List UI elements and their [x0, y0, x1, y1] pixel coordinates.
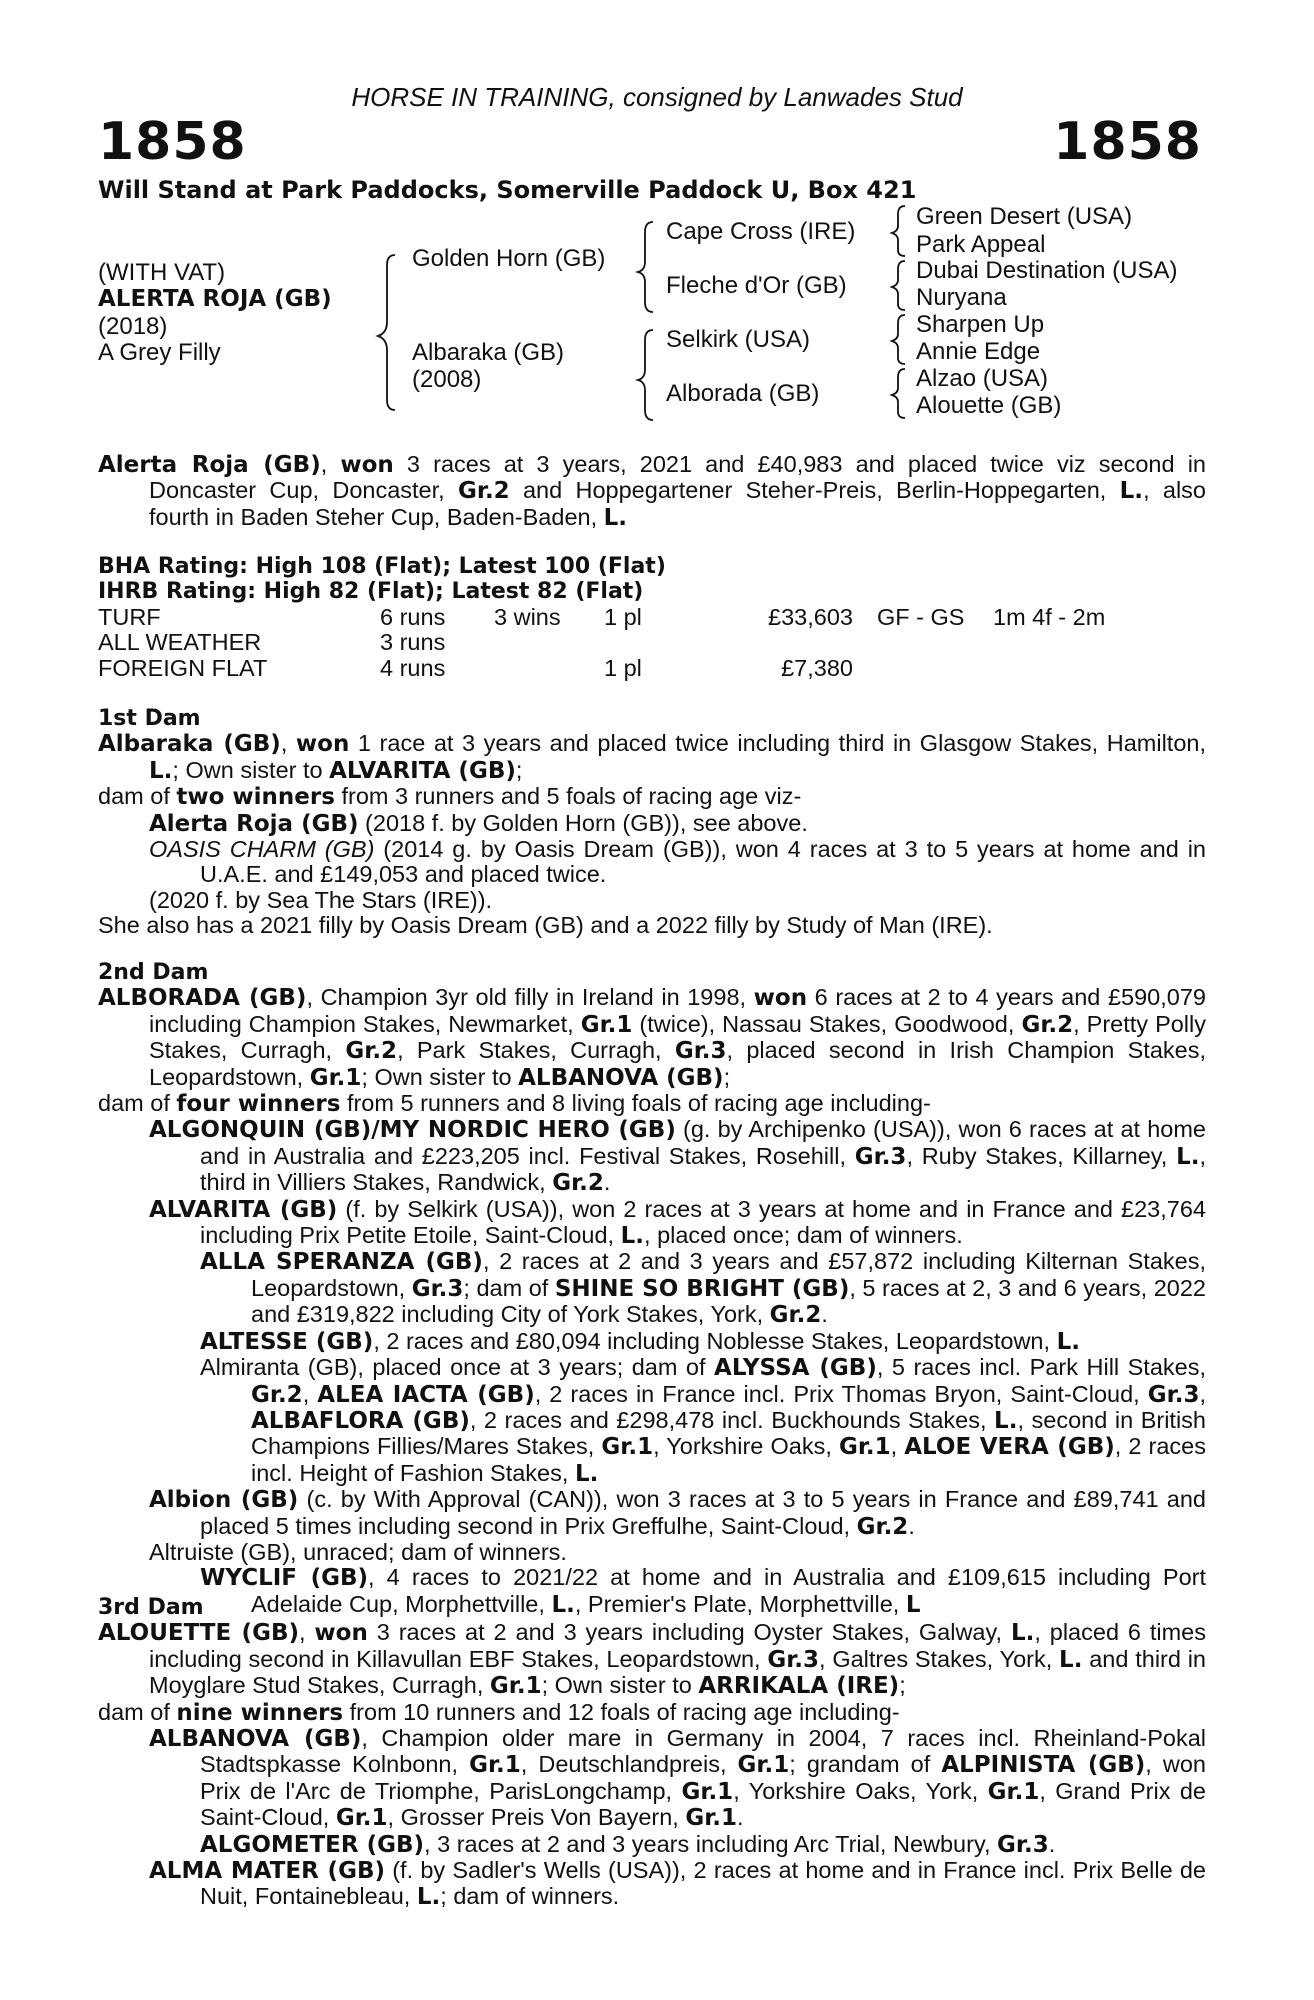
entry-text: , third in Villiers Stakes, Randwick,	[200, 1142, 1206, 1196]
grade-label: Gr.2	[552, 1170, 604, 1197]
foal-name: ALYSSA (GB)	[714, 1355, 877, 1382]
foal-name: ALEA IACTA (GB)	[317, 1381, 535, 1408]
grade-label: Gr.2	[251, 1381, 303, 1408]
entry-text: , placed 6 times including second in Killavullan EBF Stakes, Leopardstown,	[149, 1619, 1206, 1672]
cell-runs: 3 runs	[380, 629, 446, 656]
entry-text: ,	[299, 1619, 315, 1646]
dam-of-line	[98, 1091, 1206, 1117]
listed-label: L.	[1059, 1646, 1083, 1673]
won-label: won	[753, 985, 808, 1012]
consignment-header: HORSE IN TRAINING, consigned by Lanwades Stud	[351, 82, 963, 112]
entry-text: , 2 races and £80,094 including Noblesse Stakes, Leopardstown,	[373, 1327, 1057, 1354]
foal-entry	[98, 1726, 1206, 1832]
grade-label: Gr.1	[580, 1011, 633, 1038]
pedigree-braces	[0, 0, 1314, 440]
grade-label: Gr.2	[769, 1302, 822, 1329]
grade-label: Gr.2	[458, 478, 510, 505]
cell-wins: 3 wins	[494, 603, 561, 630]
foal-entry	[98, 1487, 1206, 1540]
table-row	[98, 630, 1105, 655]
second-dam-section	[98, 960, 1206, 1618]
grade-label: Gr.3	[767, 1646, 820, 1673]
grade-label: Gr.1	[987, 1778, 1040, 1805]
entry-text: , 3 races at 2 and 3 years including Arc Trial, Newbury,	[424, 1830, 998, 1857]
winners-count: nine winners	[176, 1699, 344, 1726]
grade-label: Gr.3	[1147, 1381, 1200, 1408]
grade-label: Gr.3	[997, 1831, 1049, 1858]
entry-text: ;	[723, 1063, 731, 1090]
entry-text: dam of	[98, 783, 177, 810]
entry-text: , 5 races incl. Park Hill Stakes,	[876, 1354, 1206, 1381]
entry-text: ,	[1199, 1380, 1206, 1407]
entry-text: , Grand Prix de Saint-Cloud,	[200, 1777, 1207, 1831]
listed-label: L	[905, 1591, 921, 1618]
foal-name: Alerta Roja (GB)	[149, 810, 359, 837]
entry-text: , second in British Champions Fillies/Mares Stakes,	[251, 1406, 1206, 1460]
foal-entry	[98, 1355, 1206, 1487]
entry-text: 3 races at 2 and 3 years including Oyster Stakes, Galway,	[367, 1619, 1011, 1646]
listed-label: L.	[603, 504, 628, 531]
entry-text: , Ruby Stakes, Killarney,	[906, 1142, 1177, 1169]
grade-label: Gr.1	[681, 1778, 734, 1805]
entry-text: , 5 races at 2, 3 and 6 years, 2022 and £319,822 including City of York Stakes, York,	[251, 1274, 1207, 1328]
race-record-table	[98, 605, 1105, 681]
entry-text: Almiranta (GB), placed once at 3 years; dam of	[200, 1354, 715, 1381]
won-label: won	[295, 731, 350, 758]
ratings-block	[98, 554, 1206, 681]
foal-name: OASIS CHARM (GB)	[149, 836, 375, 863]
ancestor-3: Dubai Destination (USA)	[916, 257, 1178, 284]
dam-of-line	[98, 1700, 1206, 1726]
entry-text: (c. by With Approval (CAN)), won 3 races at 3 to 5 years in France and £89,741 and placed 5 times including second in Prix Greffulhe, Saint-Cloud,	[200, 1486, 1206, 1539]
cell-going	[877, 630, 993, 655]
summary-text-2: and Hoppegartener Steher-Preis, Berlin-Hoppegarten,	[509, 477, 1120, 504]
third-dam-heading: 3rd Dam	[98, 1595, 204, 1620]
race-summary	[98, 452, 1206, 531]
grade-label: Gr.1	[489, 1673, 542, 1700]
grade-label: Gr.1	[335, 1805, 388, 1832]
foal-entry: (2020 f. by Sea The Stars (IRE)).	[149, 886, 493, 913]
entry-text: , Champion 3yr old filly in Ireland in 1998,	[306, 984, 754, 1011]
foal-entry	[98, 1249, 1206, 1328]
horse-name: ALERTA ROJA (GB)	[98, 286, 332, 312]
entry-text: , 2 races and £298,478 incl. Buckhounds Stakes,	[469, 1406, 995, 1433]
first-dam-entry: Albaraka (GB), won 1 race at 3 years and placed twice including third in Glasgow Stakes, Hamilton, L.; Own sister to ALVARITA (GB);	[98, 730, 1206, 784]
entry-text: , placed once; dam of winners.	[644, 1222, 963, 1249]
grade-label: Gr.1	[601, 1434, 654, 1461]
entry-text: , Premier's Plate, Morphettville,	[574, 1590, 906, 1617]
brace-sire	[638, 222, 653, 312]
listed-label: L.	[551, 1591, 575, 1618]
entry-text: 6 races at 2 to 4 years and £590,079 including Champion Stakes, Newmarket,	[149, 984, 1206, 1037]
entry-text: ; Own sister to	[541, 1672, 699, 1699]
foal-name: ALPINISTA (GB)	[941, 1752, 1146, 1779]
grade-label: Gr.2	[345, 1038, 398, 1065]
brace-g2	[892, 261, 905, 310]
dam-name: ALOUETTE (GB)	[98, 1620, 299, 1647]
foal-name: ALGOMETER (GB)	[200, 1831, 425, 1858]
summary-paragraph: Alerta Roja (GB), won 3 races at 3 years, 2021 and £40,983 and placed twice viz second in Doncaster Cup, Doncaster, Gr.2 and Hoppegartener Steher-Preis, Berlin-Hoppegarten, L., also fourth in Baden Steher Cup, Baden-Baden, L.	[98, 451, 1207, 531]
winners-count: two winners	[176, 784, 335, 811]
ancestor-1: Green Desert (USA)	[916, 203, 1133, 230]
foal-entry	[98, 1329, 1206, 1355]
grade-label: Gr.3	[411, 1275, 464, 1302]
foal-entry	[98, 837, 1206, 888]
lot-number-right: 1858	[1053, 112, 1202, 172]
entry-text: , 2 races at 2 and 3 years and £57,872 including Kilternan Stakes, Leopardstown,	[251, 1248, 1206, 1301]
cell-prize	[719, 630, 877, 655]
ancestor-2: Park Appeal	[916, 231, 1046, 258]
foal-entry	[98, 1858, 1206, 1911]
entry-text: (g. by Archipenko (USA)), won 6 races at at home and in Australia and £223,205 incl. Festival Stakes, Rosehill,	[200, 1116, 1206, 1169]
entry-text: dam of	[98, 1090, 177, 1117]
entry-text: .	[908, 1512, 915, 1539]
entry-text: , Grosser Preis Von Bayern,	[387, 1804, 686, 1831]
dam-name: Albaraka (GB)	[98, 731, 281, 758]
ancestor-8: Alouette (GB)	[916, 392, 1062, 419]
first-dam-heading: 1st Dam	[98, 706, 201, 731]
entry-text: , Galtres Stakes, York,	[819, 1645, 1060, 1672]
table-row	[98, 656, 1105, 681]
entry-text: , Yorkshire Oaks, York,	[733, 1777, 988, 1804]
entry-text: .	[1048, 1830, 1056, 1857]
third-dam-entry	[98, 1620, 1206, 1699]
foal-entry	[98, 1197, 1206, 1250]
won-label: won	[340, 452, 394, 478]
listed-label: L.	[416, 1884, 441, 1911]
entry-text: ;	[899, 1672, 906, 1699]
grade-label: Gr.3	[674, 1038, 727, 1065]
entry-text: ,	[890, 1433, 905, 1460]
ihrb-rating: IHRB Rating: High 82 (Flat); Latest 82 (Flat)	[98, 579, 644, 605]
also-line: She also has a 2021 filly by Oasis Dream (GB) and a 2022 filly by Study of Man (IRE).	[98, 912, 993, 939]
foal-name: SHINE SO BRIGHT (GB)	[554, 1275, 850, 1302]
foal-name: ALGONQUIN (GB)/MY NORDIC HERO (GB)	[149, 1117, 676, 1144]
listed-label: L.	[994, 1407, 1018, 1434]
entry-text: ; dam of winners.	[440, 1883, 620, 1910]
cell-type: FOREIGN FLAT	[98, 654, 268, 681]
summary-text-1: 3 races at 3 years, 2021 and £40,983 and placed twice viz second in Doncaster Cup, Doncaster,	[149, 451, 1206, 504]
entry-text: , won Prix de l'Arc de Triomphe, ParisLongchamp,	[200, 1751, 1206, 1804]
foal-name: ALMA MATER (GB)	[149, 1858, 385, 1885]
grade-label: Gr.2	[1021, 1011, 1074, 1038]
entry-text: dam of	[98, 1698, 177, 1725]
cell-distance	[993, 656, 1105, 681]
grade-label: Gr.1	[469, 1752, 521, 1779]
brace-g3	[892, 315, 905, 364]
foal-name: ALVARITA (GB)	[149, 1196, 338, 1223]
entry-text: , 4 races to 2021/22 at home and in Australia and £109,615 including Port Adelaide Cup, Morphettville,	[251, 1564, 1207, 1617]
entry-text: , 2 races in France incl. Prix Thomas Bryon, Saint-Cloud,	[534, 1380, 1148, 1407]
entry-text: from 3 runners and 5 foals of racing age viz-	[334, 783, 802, 810]
ancestor-4: Nuryana	[916, 284, 1007, 311]
brace-dam	[638, 330, 653, 420]
ancestor-6: Annie Edge	[916, 338, 1041, 365]
foal-entry	[98, 1832, 1206, 1858]
table-row	[98, 605, 1105, 630]
cell-prize: £33,603	[768, 603, 853, 630]
foal-name: ALBAFLORA (GB)	[251, 1407, 470, 1434]
horse-description: A Grey Filly	[98, 339, 221, 366]
cell-going	[877, 656, 993, 681]
foal-name: ALOE VERA (GB)	[904, 1434, 1115, 1461]
lot-number-left: 1858	[98, 112, 247, 172]
entry-text: ; Own sister to	[172, 756, 330, 783]
brace-g1	[892, 206, 905, 256]
entry-text: (2018 f. by Golden Horn (GB)), see above.	[358, 809, 808, 836]
foal-name: Albion (GB)	[149, 1487, 299, 1514]
entry-text: and third in Moyglare Stud Stakes, Curragh,	[149, 1645, 1207, 1699]
second-dam-heading: 2nd Dam	[98, 960, 209, 985]
foaling-year: (2018)	[98, 313, 168, 340]
entry-text: from 5 runners and 8 living foals of racing age including-	[340, 1090, 931, 1117]
entry-text: from 10 runners and 12 foals of racing age including-	[343, 1698, 900, 1725]
sister-name: ALBANOVA (GB)	[518, 1064, 724, 1091]
bha-rating: BHA Rating: High 108 (Flat); Latest 100 (Flat)	[98, 554, 666, 579]
dam-year: (2008)	[412, 366, 482, 393]
sire: Golden Horn (GB)	[412, 245, 606, 272]
third-dam-section	[98, 1595, 1206, 1911]
entry-text: , 2 races incl. Height of Fashion Stakes,	[251, 1433, 1206, 1486]
grade-label: Gr.2	[856, 1513, 909, 1540]
second-dam-entry	[98, 985, 1206, 1091]
cell-distance	[993, 630, 1105, 655]
dam: Albaraka (GB)	[412, 339, 565, 366]
won-label: won	[314, 1620, 368, 1647]
vat-label: (WITH VAT)	[98, 259, 226, 286]
entry-text: ,	[302, 1380, 318, 1407]
summary-horse-name: Alerta Roja (GB)	[98, 452, 321, 478]
listed-label: L.	[1176, 1143, 1200, 1170]
listed-label: L.	[574, 1460, 599, 1487]
entry-text: , placed second in Irish Champion Stakes, Leopardstown,	[149, 1037, 1206, 1090]
grade-label: Gr.1	[685, 1805, 738, 1832]
entry-text: , Yorkshire Oaks,	[653, 1433, 839, 1460]
entry-text: (f. by Sadler's Wells (USA)), 2 races at home and in France incl. Prix Belle de Nuit, Fontainebleau,	[200, 1857, 1207, 1910]
entry-text: (twice), Nassau Stakes, Goodwood,	[632, 1010, 1022, 1037]
sister-name: ALVARITA (GB)	[329, 757, 516, 784]
cell-runs: 4 runs	[380, 654, 446, 681]
cell-type: ALL WEATHER	[98, 629, 262, 656]
grade-label: Gr.3	[854, 1143, 907, 1170]
entry-text: 1 race at 3 years and placed twice including third in Glasgow Stakes, Hamilton,	[349, 730, 1206, 757]
grade-label: Gr.1	[838, 1434, 891, 1461]
summary-text-3: , also fourth in Baden Steher Cup, Baden-Baden,	[149, 477, 1207, 530]
entry-text: ; Own sister to	[361, 1063, 519, 1090]
dam-dam: Alborada (GB)	[666, 380, 820, 407]
dam-of-line	[98, 784, 1206, 810]
ancestor-7: Alzao (USA)	[916, 365, 1049, 392]
sire-sire: Cape Cross (IRE)	[666, 218, 856, 245]
entry-text: , Champion older mare in Germany in 2004, 7 races incl. Rheinland-Pokal Stadtspkasse Kolnbonn,	[200, 1725, 1207, 1778]
listed-label: L.	[620, 1223, 645, 1250]
ancestor-5: Sharpen Up	[916, 311, 1045, 338]
entry-text: (f. by Selkirk (USA)), won 2 races at 3 years at home and in France and £23,764 including Prix Petite Etoile, Saint-Cloud,	[200, 1195, 1206, 1249]
cell-type: TURF	[98, 603, 161, 630]
listed-label: L.	[1056, 1328, 1080, 1355]
cell-placed	[604, 630, 719, 655]
first-dam-section	[98, 706, 1206, 939]
entry-text: (2014 g. by Oasis Dream (GB)), won 4 races at 3 to 5 years at home and in U.A.E. and £149,053 and placed twice.	[200, 836, 1206, 888]
entry-text: ;	[515, 756, 523, 783]
listed-label: L.	[149, 757, 173, 784]
cell-placed: 1 pl	[604, 603, 642, 630]
brace-sire-dam	[378, 255, 395, 410]
brace-g4	[892, 369, 905, 418]
entry-text: .	[603, 1169, 611, 1196]
cell-runs: 6 runs	[380, 603, 446, 630]
cell-going: GF - GS	[877, 603, 965, 630]
entry-text: , Park Stakes, Curragh,	[397, 1037, 675, 1064]
foal-entry	[98, 811, 1206, 837]
entry-text: ; dam of	[463, 1274, 555, 1301]
stand-location: Will Stand at Park Paddocks, Somerville Paddock U, Box 421	[98, 176, 917, 204]
foal-entry: Altruiste (GB), unraced; dam of winners.	[149, 1538, 567, 1565]
dam-name: ALBORADA (GB)	[98, 985, 307, 1012]
foal-name: ALTESSE (GB)	[200, 1328, 374, 1355]
listed-label: L.	[1010, 1620, 1035, 1647]
entry-text: , Pretty Polly Stakes, Curragh,	[149, 1010, 1207, 1064]
cell-prize: £7,380	[781, 654, 853, 681]
foal-name: ALLA SPERANZA (GB)	[200, 1249, 483, 1276]
sire-dam: Fleche d'Or (GB)	[666, 272, 847, 299]
cell-distance: 1m 4f - 2m	[993, 603, 1106, 630]
foal-name: WYCLIF (GB)	[200, 1565, 369, 1592]
grade-label: Gr.1	[737, 1752, 790, 1779]
listed-label: L.	[1119, 478, 1144, 505]
winners-count: four winners	[176, 1091, 341, 1118]
foal-entry	[98, 1117, 1206, 1196]
cell-placed: 1 pl	[604, 654, 642, 681]
foal-name: ALBANOVA (GB)	[149, 1726, 362, 1753]
cell-wins	[494, 630, 604, 655]
entry-text: .	[821, 1301, 828, 1328]
entry-text: .	[737, 1804, 744, 1831]
entry-text: , Deutschlandpreis,	[520, 1751, 738, 1778]
cell-wins	[494, 656, 604, 681]
sister-name: ARRIKALA (IRE)	[698, 1673, 900, 1700]
dam-sire: Selkirk (USA)	[666, 326, 811, 353]
entry-text: ; grandam of	[789, 1751, 942, 1778]
grade-label: Gr.1	[309, 1064, 362, 1091]
